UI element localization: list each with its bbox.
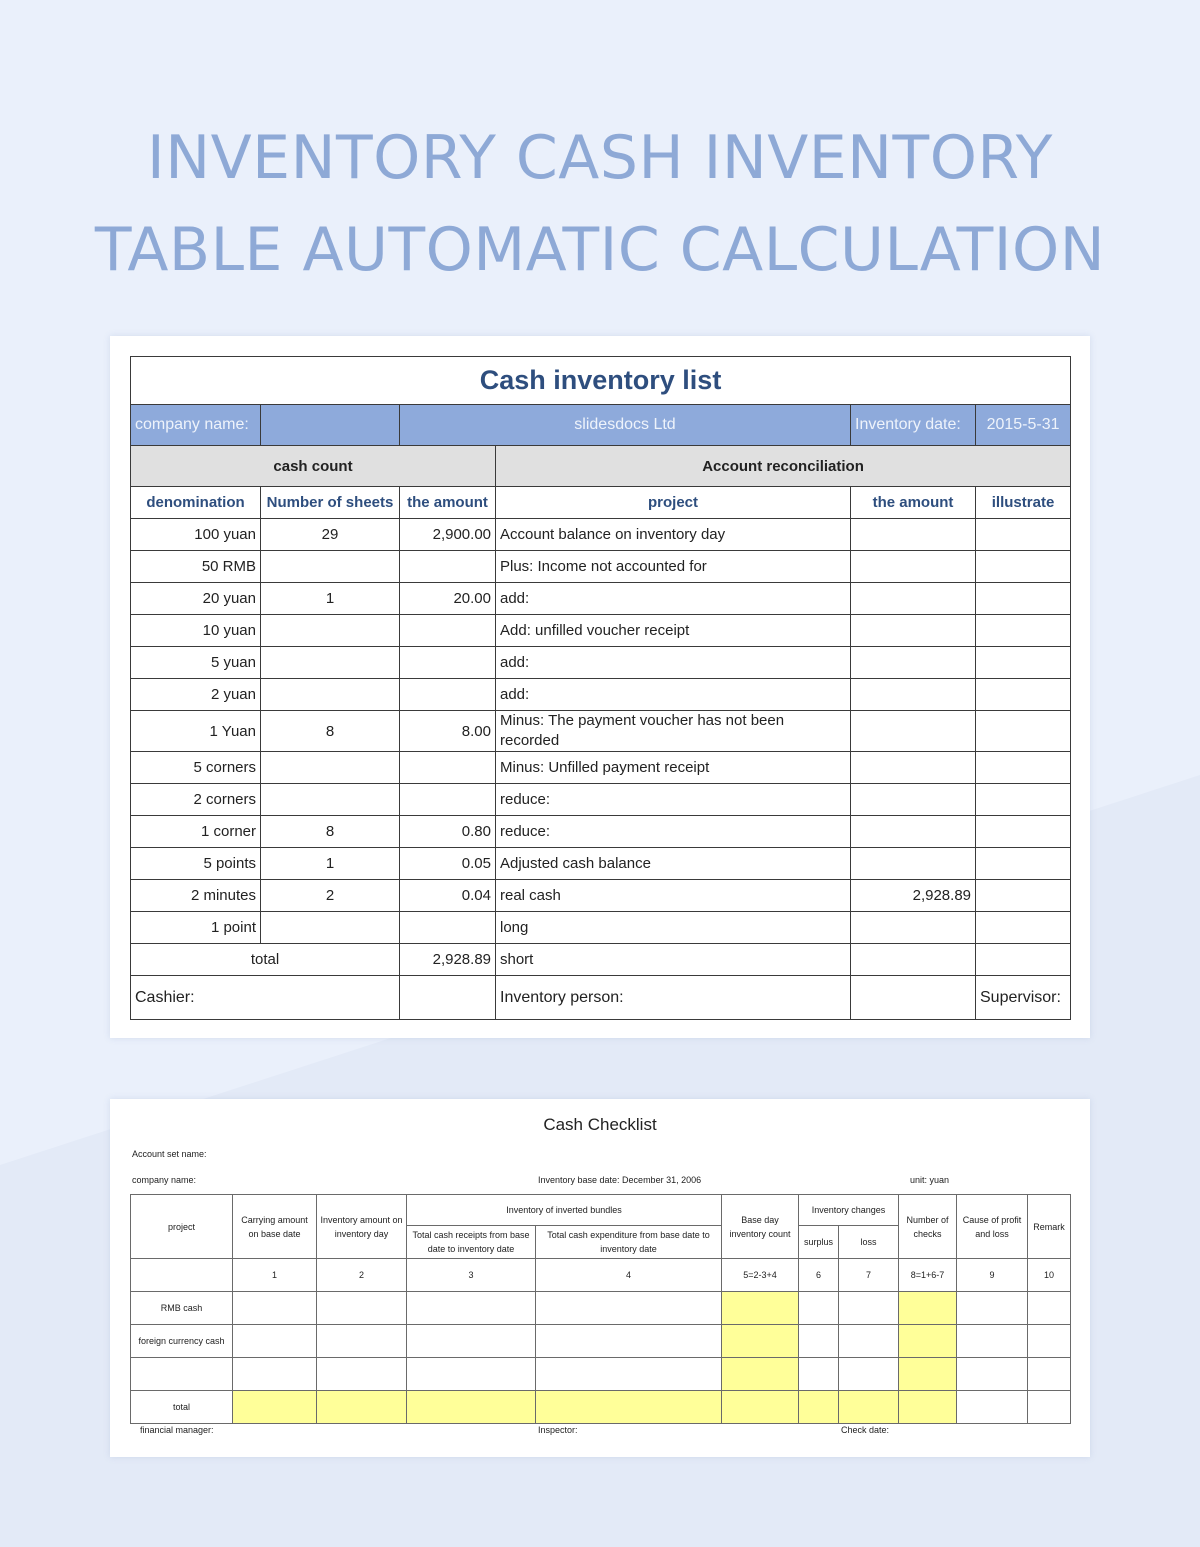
checklist-cell xyxy=(899,1391,957,1424)
checklist-cell xyxy=(1028,1358,1071,1391)
checklist-cell xyxy=(536,1292,722,1325)
signature-row xyxy=(131,976,1071,1020)
checklist-cell xyxy=(799,1358,839,1391)
checklist-cell xyxy=(957,1358,1028,1391)
amount-cell xyxy=(400,752,496,784)
checklist-cell xyxy=(839,1325,899,1358)
inventory-row xyxy=(131,615,1071,647)
sheets-cell xyxy=(261,752,400,784)
page-title xyxy=(0,112,1200,296)
column-number: 9 xyxy=(957,1259,1028,1292)
inventory-row xyxy=(131,816,1071,848)
checklist-header-inventory-amount: Inventory amount on inventory day xyxy=(317,1195,407,1259)
checklist-row xyxy=(131,1391,1071,1424)
inventory-row xyxy=(131,912,1071,944)
sheets-cell: 2 xyxy=(261,880,400,912)
checklist-header-expenditure: Total cash expenditure from base date to inventory date xyxy=(536,1226,722,1259)
denomination-cell: 2 corners xyxy=(131,784,261,816)
cashier-label: Cashier: xyxy=(131,976,400,1020)
cash-inventory-body xyxy=(131,519,1071,944)
denomination-cell: 1 point xyxy=(131,912,261,944)
project-cell: add: xyxy=(496,679,851,711)
denomination-cell: 5 points xyxy=(131,848,261,880)
total-illustrate xyxy=(976,944,1071,976)
sheets-cell xyxy=(261,784,400,816)
checklist-cell xyxy=(722,1292,799,1325)
sheets-cell: 1 xyxy=(261,848,400,880)
amount-2-cell xyxy=(851,647,976,679)
illustrate-cell xyxy=(976,679,1071,711)
column-header-row xyxy=(131,487,1071,519)
illustrate-cell xyxy=(976,615,1071,647)
amount-2-cell xyxy=(851,551,976,583)
checklist-cell xyxy=(536,1391,722,1424)
project-cell: long xyxy=(496,912,851,944)
checklist-header-remark: Remark xyxy=(1028,1195,1071,1259)
column-number: 2 xyxy=(317,1259,407,1292)
total-amount: 2,928.89 xyxy=(400,944,496,976)
illustrate-cell xyxy=(976,784,1071,816)
inventory-row xyxy=(131,880,1071,912)
checklist-cell xyxy=(536,1325,722,1358)
checklist-cell xyxy=(899,1325,957,1358)
checklist-cell xyxy=(722,1358,799,1391)
company-blank xyxy=(261,405,400,446)
illustrate-cell xyxy=(976,752,1071,784)
illustrate-cell xyxy=(976,816,1071,848)
illustrate-cell xyxy=(976,519,1071,551)
amount-2-cell xyxy=(851,679,976,711)
checklist-header-number-of-checks: Number of checks xyxy=(899,1195,957,1259)
cash-inventory-table xyxy=(130,356,1071,1020)
checklist-cell xyxy=(839,1391,899,1424)
checklist-header-carrying: Carrying amount on base date xyxy=(233,1195,317,1259)
inspector-label: Inspector: xyxy=(538,1425,578,1435)
inventory-person-label: Inventory person: xyxy=(496,976,851,1020)
inventory-row xyxy=(131,848,1071,880)
checklist-cell xyxy=(799,1292,839,1325)
sheets-cell xyxy=(261,551,400,583)
cash-checklist-title: Cash Checklist xyxy=(543,1115,657,1134)
section-account-reconciliation: Account reconciliation xyxy=(496,446,1071,487)
checklist-cell xyxy=(839,1358,899,1391)
supervisor-label: Supervisor: xyxy=(976,976,1071,1020)
sheets-cell xyxy=(261,912,400,944)
project-cell: reduce: xyxy=(496,784,851,816)
cashier-blank xyxy=(400,976,496,1020)
total-amount-2 xyxy=(851,944,976,976)
inventory-row xyxy=(131,752,1071,784)
sheets-cell: 8 xyxy=(261,711,400,752)
amount-2-cell xyxy=(851,912,976,944)
account-set-label: Account set name: xyxy=(132,1149,207,1159)
inventory-date-value: 2015-5-31 xyxy=(976,405,1071,446)
column-number: 1 xyxy=(233,1259,317,1292)
project-cell: Minus: Unfilled payment receipt xyxy=(496,752,851,784)
checklist-row xyxy=(131,1358,1071,1391)
amount-cell xyxy=(400,615,496,647)
amount-cell: 2,900.00 xyxy=(400,519,496,551)
checklist-header-base-day-count: Base day inventory count xyxy=(722,1195,799,1259)
checklist-header-surplus: surplus xyxy=(799,1226,839,1259)
inventory-row xyxy=(131,551,1071,583)
checklist-cell xyxy=(1028,1325,1071,1358)
amount-cell: 0.04 xyxy=(400,880,496,912)
column-number: 4 xyxy=(536,1259,722,1292)
checklist-company-label: company name: xyxy=(132,1175,197,1185)
checklist-header-inverted-bundles: Inventory of inverted bundles xyxy=(407,1195,722,1226)
sheets-cell: 8 xyxy=(261,816,400,848)
section-row xyxy=(131,446,1071,487)
amount-cell: 8.00 xyxy=(400,711,496,752)
sheets-cell: 29 xyxy=(261,519,400,551)
amount-2-cell: 2,928.89 xyxy=(851,880,976,912)
checklist-header-receipts: Total cash receipts from base date to inventory date xyxy=(407,1226,536,1259)
sheets-cell xyxy=(261,615,400,647)
cash-inventory-panel xyxy=(110,336,1090,1038)
checklist-row xyxy=(131,1325,1071,1358)
amount-cell xyxy=(400,784,496,816)
unit-label: unit: yuan xyxy=(910,1175,950,1185)
column-number-blank xyxy=(131,1259,233,1292)
illustrate-cell xyxy=(976,583,1071,615)
checklist-cell xyxy=(957,1292,1028,1325)
amount-2-cell xyxy=(851,784,976,816)
amount-cell xyxy=(400,647,496,679)
checklist-cell xyxy=(799,1391,839,1424)
amount-2-cell xyxy=(851,848,976,880)
checklist-cell xyxy=(233,1325,317,1358)
project-cell: Account balance on inventory day xyxy=(496,519,851,551)
header-project: project xyxy=(496,487,851,519)
checklist-row xyxy=(131,1292,1071,1325)
company-value: slidesdocs Ltd xyxy=(400,405,851,446)
amount-2-cell xyxy=(851,615,976,647)
illustrate-cell xyxy=(976,912,1071,944)
cash-checklist-body xyxy=(131,1292,1071,1424)
checklist-cell xyxy=(317,1325,407,1358)
denomination-cell: 2 minutes xyxy=(131,880,261,912)
check-date-label: Check date: xyxy=(841,1425,890,1435)
denomination-cell: 100 yuan xyxy=(131,519,261,551)
project-cell: Adjusted cash balance xyxy=(496,848,851,880)
amount-2-cell xyxy=(851,816,976,848)
cash-checklist-panel xyxy=(110,1099,1090,1457)
amount-cell: 0.05 xyxy=(400,848,496,880)
denomination-cell: 20 yuan xyxy=(131,583,261,615)
header-amount-2: the amount xyxy=(851,487,976,519)
checklist-header-loss: loss xyxy=(839,1226,899,1259)
checklist-cell xyxy=(317,1358,407,1391)
amount-2-cell xyxy=(851,583,976,615)
project-cell: add: xyxy=(496,647,851,679)
project-cell: real cash xyxy=(496,880,851,912)
illustrate-cell xyxy=(976,551,1071,583)
amount-2-cell xyxy=(851,519,976,551)
illustrate-cell xyxy=(976,647,1071,679)
checklist-row-label: foreign currency cash xyxy=(131,1325,233,1358)
checklist-row-label xyxy=(131,1358,233,1391)
column-number: 10 xyxy=(1028,1259,1071,1292)
cash-inventory-title: Cash inventory list xyxy=(131,357,1071,405)
checklist-cell xyxy=(407,1391,536,1424)
checklist-cell xyxy=(233,1292,317,1325)
inventory-row xyxy=(131,519,1071,551)
checklist-cell xyxy=(957,1391,1028,1424)
column-number: 5=2-3+4 xyxy=(722,1259,799,1292)
inventory-row xyxy=(131,784,1071,816)
header-denomination: denomination xyxy=(131,487,261,519)
header-amount: the amount xyxy=(400,487,496,519)
checklist-cell xyxy=(317,1292,407,1325)
column-number: 6 xyxy=(799,1259,839,1292)
sheets-cell: 1 xyxy=(261,583,400,615)
checklist-cell xyxy=(407,1325,536,1358)
project-cell: Plus: Income not accounted for xyxy=(496,551,851,583)
project-cell: Minus: The payment voucher has not been recorded xyxy=(496,711,851,752)
denomination-cell: 5 yuan xyxy=(131,647,261,679)
checklist-header-project: project xyxy=(131,1195,233,1259)
column-number: 3 xyxy=(407,1259,536,1292)
inventory-row xyxy=(131,679,1071,711)
checklist-cell xyxy=(722,1391,799,1424)
amount-2-cell xyxy=(851,711,976,752)
total-label: total xyxy=(131,944,400,976)
amount-2-cell xyxy=(851,752,976,784)
checklist-cell xyxy=(899,1358,957,1391)
illustrate-cell xyxy=(976,848,1071,880)
checklist-cell xyxy=(233,1358,317,1391)
inventory-date-label: Inventory date: xyxy=(851,405,976,446)
checklist-cell xyxy=(233,1391,317,1424)
checklist-header-cause: Cause of profit and loss xyxy=(957,1195,1028,1259)
checklist-cell xyxy=(957,1325,1028,1358)
illustrate-cell xyxy=(976,880,1071,912)
denomination-cell: 5 corners xyxy=(131,752,261,784)
checklist-row-label: total xyxy=(131,1391,233,1424)
financial-manager-label: financial manager: xyxy=(140,1425,214,1435)
denomination-cell: 2 yuan xyxy=(131,679,261,711)
amount-cell xyxy=(400,912,496,944)
project-cell: add: xyxy=(496,583,851,615)
company-label: company name: xyxy=(131,405,261,446)
total-project: short xyxy=(496,944,851,976)
page-title-line1: INVENTORY CASH INVENTORY xyxy=(147,123,1053,193)
inventory-row xyxy=(131,583,1071,615)
project-cell: Add: unfilled voucher receipt xyxy=(496,615,851,647)
denomination-cell: 50 RMB xyxy=(131,551,261,583)
column-number: 7 xyxy=(839,1259,899,1292)
page-title-line2: TABLE AUTOMATIC CALCULATION xyxy=(94,215,1106,285)
sheets-cell xyxy=(261,647,400,679)
checklist-cell xyxy=(317,1391,407,1424)
denomination-cell: 1 Yuan xyxy=(131,711,261,752)
denomination-cell: 10 yuan xyxy=(131,615,261,647)
checklist-cell xyxy=(407,1292,536,1325)
project-cell: reduce: xyxy=(496,816,851,848)
company-row xyxy=(131,405,1071,446)
checklist-cell xyxy=(722,1325,799,1358)
base-date-label: Inventory base date: December 31, 2006 xyxy=(538,1175,702,1185)
column-number: 8=1+6-7 xyxy=(899,1259,957,1292)
amount-cell xyxy=(400,679,496,711)
inventory-row xyxy=(131,711,1071,752)
amount-cell: 20.00 xyxy=(400,583,496,615)
checklist-cell xyxy=(1028,1292,1071,1325)
checklist-cell xyxy=(536,1358,722,1391)
denomination-cell: 1 corner xyxy=(131,816,261,848)
checklist-row-label: RMB cash xyxy=(131,1292,233,1325)
checklist-cell xyxy=(407,1358,536,1391)
illustrate-cell xyxy=(976,711,1071,752)
total-row xyxy=(131,944,1071,976)
inventory-row xyxy=(131,647,1071,679)
section-cash-count: cash count xyxy=(131,446,496,487)
checklist-cell xyxy=(839,1292,899,1325)
checklist-cell xyxy=(799,1325,839,1358)
checklist-cell xyxy=(899,1292,957,1325)
header-number-of-sheets: Number of sheets xyxy=(261,487,400,519)
inventory-person-blank xyxy=(851,976,976,1020)
amount-cell xyxy=(400,551,496,583)
amount-cell: 0.80 xyxy=(400,816,496,848)
header-illustrate: illustrate xyxy=(976,487,1071,519)
cash-checklist-table xyxy=(130,1194,1071,1424)
column-number-row xyxy=(131,1259,1071,1292)
sheets-cell xyxy=(261,679,400,711)
checklist-header-inventory-changes: Inventory changes xyxy=(799,1195,899,1226)
checklist-cell xyxy=(1028,1391,1071,1424)
